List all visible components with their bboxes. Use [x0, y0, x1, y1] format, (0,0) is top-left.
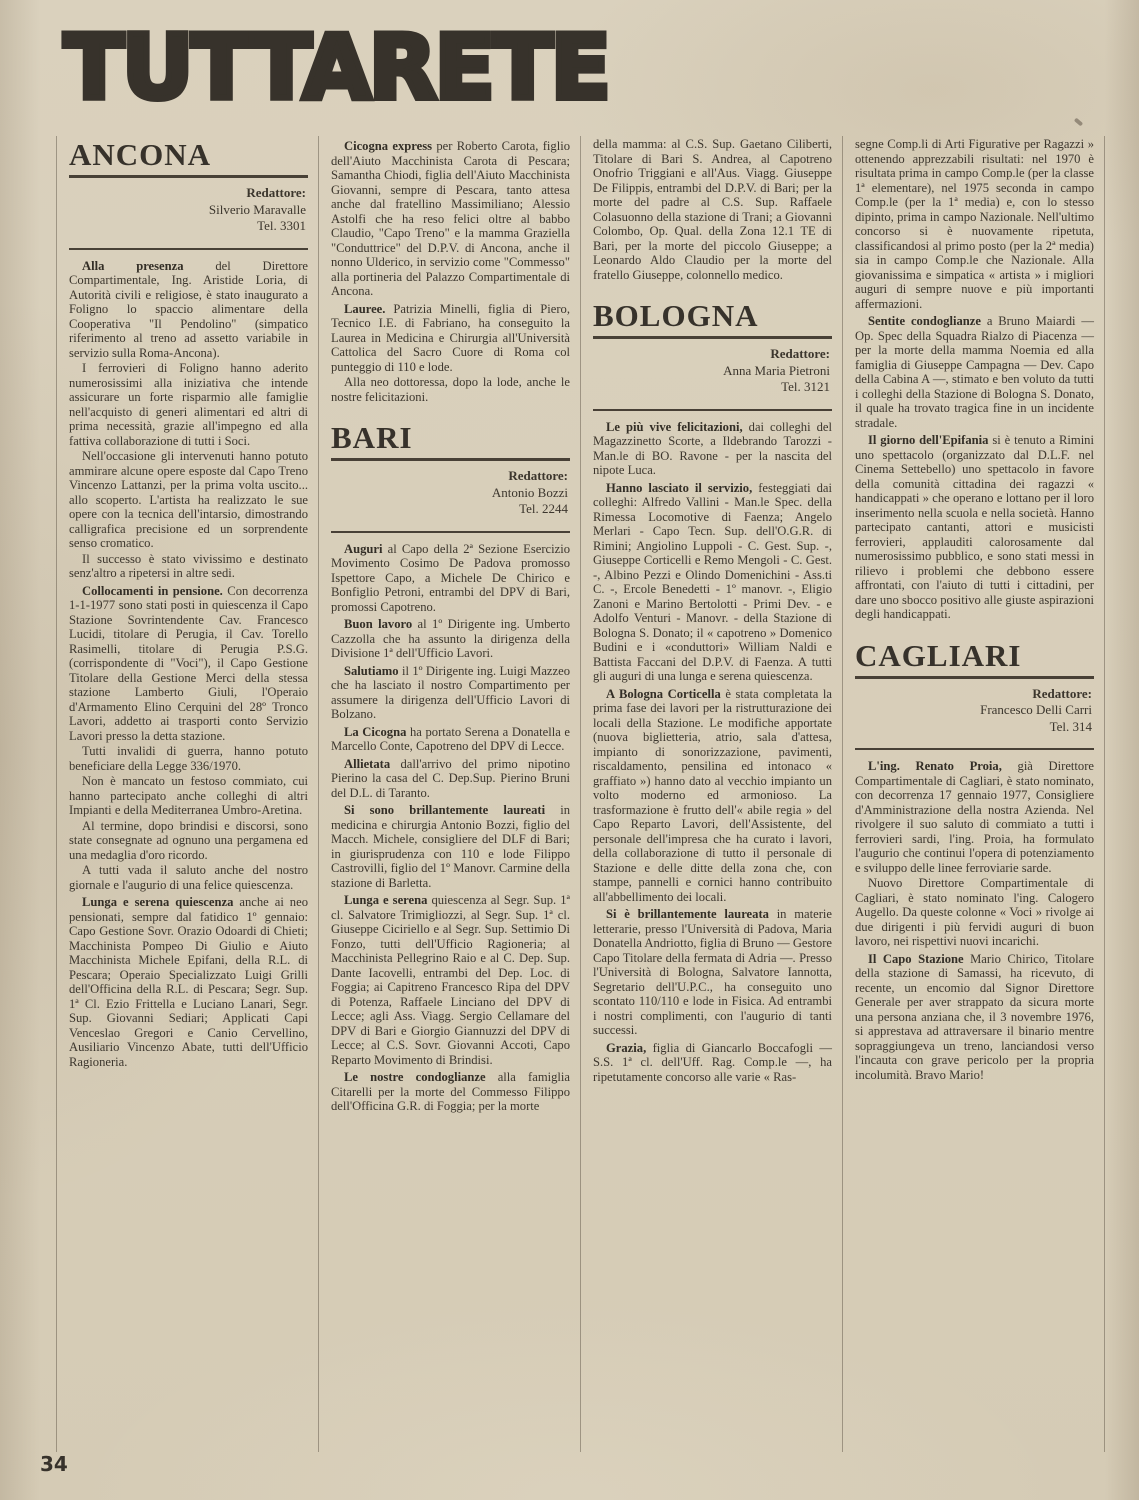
paragraph: Le più vive felicitazioni, dai colleghi del Magazzinetto Scorte, a Ildebrando Tarozzi - Man.le di BO. Ravone - per la nascita del nipote Luca.: [593, 419, 833, 477]
paragraph: Lunga e serena quiescenza al Segr. Sup. 1ª cl. Salvatore Trimigliozzi, al Segr. Sup. 1ª cl. Giuseppe Ciciriello e al Segr. Sup. Settimio Di Fonzo, tutti dell'Ufficio Ragioneria; al Macchinista Pellegrino Raio e al C. Dep. Sup. Dante Iacovelli, entrambi del Dep. Loc. di Foggia; ai Capitreno Francesco Ripa del DPV di Potenza, Raffaele Linciano del DPV di Lecce; agli Ass. Viagg. Sergio Cellamare del DPV di Bari e Giorgio Giannuzzi del DPV di Lecce; al C.S. Sovr. Giovanni Accoti, Capo Reparto Movimento di Brindisi.: [331, 893, 570, 1067]
paragraph: A tutti vada il saluto anche del nostro giornale e l'augurio di una felice quiescenza.: [69, 863, 308, 892]
paragraph-lead: Si è brillantemente laureata: [606, 907, 777, 921]
editor-block: [593, 339, 832, 405]
editor-label: Redattore:: [770, 346, 830, 361]
editor-label: Redattore:: [1032, 685, 1092, 701]
paragraph: Hanno lasciato il servizio, festeggiati dai colleghi: Alfredo Vallini - Man.le Spec. della Rimessa Locomotive di Faenza; Angelo Merlari - Capo Tecn. Sup. dell'O.G.R. di Rimini; Angiolino Luppoli - C. Gest. Sup. -, Giuseppe Corticelli e Remo Mengoli - C. Gest. -, Albino Pezzi e Olindo Domenichini - Ass.ti C. -, Ercole Benedetti - 1º manovr. -, Eligio Zanoni e Marino Bertolotti - Primi Dev. - e Adolfo Venturi - Manovr. - della Stazione di Bologna S. Donato; il « capotreno » Domenico Budini e i «conduttori» William Naldi e Battista Faccani del D.P.V. di Faenza. A tutti gli auguri di una lunga e serena quiescenza.: [593, 480, 832, 683]
paragraph-lead: Salutiamo: [344, 663, 402, 678]
paragraph: Le nostre condoglianze alla famiglia Citarelli per la morte del Commesso Filippo dell'Officina G.R. di Foggia; per la morte: [331, 1070, 570, 1113]
section-title: ANCONA: [69, 137, 212, 172]
paragraph: Non è mancato un festoso commiato, cui hanno partecipato anche colleghi di altri Impianti e della Mediterranea Umbro-Aretina.: [69, 774, 308, 817]
column-1: [56, 136, 318, 1452]
editor-block: [69, 178, 308, 244]
paragraph-lead: L'ing. Renato Proia,: [868, 759, 1018, 773]
paragraph: della mamma: al C.S. Sup. Gaetano Ciliberti, Titolare di Bari S. Andrea, al Capotreno Onofrio Triggiani e all'Aus. Viagg. Giuseppe De Filippis, entrambi del D.P.V. di Bari; per la morte del padre al C.S. Sup. Raffaele Colasuonno della stazione di Trani; a Giovanni Colombo, Op. Qual. della Zona 12.1 TE di Bari, per la morte del piccolo Giuseppe; a Leonardo Aldo Claudio per la morte del fratello Giuseppe, colonnello medico.: [593, 137, 832, 282]
paragraph: Sentite condoglianze a Bruno Maiardi — Op. Spec della Squadra Rialzo di Piacenza — per la morte della mamma Noemia ed alla famiglia di Giuseppe Campagna — Dev. Capo della Cabina A —, stimato e ben voluto da tutti i colleghi della Stazione di Bologna S. Donato, il quale ha trovato tragica fine in un incidente stradale.: [855, 314, 1094, 430]
paragraph: Collocamenti in pensione. Con decorrenza 1-1-1977 sono stati posti in quiescenza il Capo Stazione Sovrintendente Cav. Francesco Lucidi, titolare di Perugia, il Cav. Torello Rasimelli, titolare di Perugia P.S.G. (corrispondente di "Voci"), il Capo Gestione Titolare della Gestione Merci della stessa stazione Lamberto Giuli, l'Operaio d'Armamento Elino Cerquini del 28º Tronco Lavori, addetto ai trasporti conto Servizio Lavori presso la detta stazione.: [69, 583, 308, 743]
paragraph: Cicogna express per Roberto Carota, figlio dell'Aiuto Macchinista Carota di Pescara; Samantha Chiodi, figlia dell'Aiuto Macchinista Giovanni, sempre di Pescara, tanto attesa anche dal fratellino Massimiliano; Alessio Astolfi che ha reso felici oltre al babbo Claudio, "Capo Treno" e la mamma Graziella "Conduttrice" del D.P.V. di Ancona, anche il nonno Ulderico, in servizio come "Commesso" alla portineria del Palazzo Compartimentale di Ancona.: [331, 139, 570, 298]
paragraph: Lauree. Patrizia Minelli, figlia di Piero, Tecnico I.E. di Fabriano, ha conseguito la Laurea in Medicina e Chirurgia all'Università Cattolica del Sacro Cuore di Roma col punteggio di 110 e lode.: [331, 301, 570, 374]
paragraph: Allietata dall'arrivo del primo nipotino Pierino la casa del C. Dep.Sup. Pierino Bruni del D.L. di Taranto.: [331, 756, 570, 800]
paragraph: Grazia, figlia di Giancarlo Boccafogli — S.S. 1ª cl. dell'Uff. Rag. Comp.le —, ha ripetutamente concorso alle varie « Ras-: [593, 1040, 832, 1084]
paragraph-lead: Il giorno dell'Epifania: [868, 433, 993, 447]
paragraph: La Cicogna ha portato Serena a Donatella e Marcello Conte, Capotreno del DPV di Lecce.: [331, 724, 570, 753]
paragraph-lead: Hanno lasciato il servizio,: [606, 480, 759, 495]
editor-block: [331, 461, 570, 527]
paragraph-lead: Si sono brillantemente laureati: [344, 803, 561, 817]
paragraph-lead: Grazia,: [606, 1040, 653, 1055]
section-title: BARI: [331, 420, 413, 455]
paragraph: A Bologna Corticella è stata completata la prima fase dei lavori per la ristrutturazione dei locali della Stazione. Le modifiche apportate (nuova biglietteria, atrio, sala d'attesa, impianto di sonorizzazione, pavimenti, riscaldamento, pensilina ed intonaco « graffiato ») hanno dato al vecchio impianto un volto moderno ed armonioso. La trasformazione è frutto dell'« abile regia » del Capo Reparto Lavori, dell'Assistente, del personale dell'impresa che ha curato i lavori, della collaborazione di tutto il personale di Stazione e delle ditte della zona che, con stampe, pannelli e cornici hanno contribuito all'abbellimento dei locali.: [593, 686, 832, 904]
editor-phone: Tel. 314: [1049, 718, 1092, 734]
paragraph: Il giorno dell'Epifania si è tenuto a Rimini uno spettacolo (organizzato dal D.L.F. nel Cinema Settebello) uno spettacolo in favore della comunità cittadina dei ragazzi « handicappati » che operano e lottano per il loro inserimento nella scuola e nella società. Hanno partecipato cantanti, attori e musicisti ferrovieri, applauditi calorosamente dal numerosissimo pubblico, e sono stati messi in rilievo i problemi che debbono essere affrontati, con l'aiuto di tutti i cittadini, per dare uno sbocco positivo alle giuste aspirazioni degli handicappati.: [855, 433, 1094, 621]
column-2: [318, 136, 580, 1452]
paragraph: Tutti invalidi di guerra, hanno potuto beneficiare della Legge 336/1970.: [69, 744, 308, 773]
paragraph-lead: Le più vive felicitazioni,: [606, 419, 749, 434]
section-divider-bottom: [69, 248, 308, 250]
paragraph-lead: Collocamenti in pensione.: [82, 583, 228, 598]
editor-name: Anna Maria Pietroni: [723, 362, 830, 378]
section-header-bologna: [593, 299, 832, 411]
paragraph: Nuovo Direttore Compartimentale di Cagliari, è stato nominato l'ing. Calogero Augello. Da queste colonne « Voci » rivolge ai due dirigenti i più fervidi auguri di buon lavoro, nei rispettivi nuovi incarichi.: [855, 876, 1094, 948]
paragraph: Alla neo dottoressa, dopo la lode, anche le nostre felicitazioni.: [331, 375, 570, 404]
paragraph: segne Comp.li di Arti Figurative per Ragazzi » ottenendo apprezzabili risultati: nel 1970 è risultata prima in campo Comp.le (per la classe 1ª elementare), nel 1975 seconda in campo Comp.le (per la 1ª media) e, con lo stesso dipinto, prima in campo Nazionale. Nell'ultimo concorso si è nuovamente ripetuta, classificandosi al primo posto (per la 2ª media) sia in campo Comp.le che Nazionale. Alla giovanissima e simpatica « artista » i migliori auguri di sempre nuove e più importanti affermazioni.: [855, 137, 1094, 311]
paragraph-lead: Il Capo Stazione: [868, 951, 971, 966]
section-divider-bottom: [331, 531, 570, 533]
paragraph-lead: Sentite condoglianze: [868, 314, 987, 328]
section-header-bari: [331, 421, 570, 533]
editor-phone: Tel. 3121: [781, 379, 830, 394]
paragraph-lead: Alla presenza: [82, 258, 216, 273]
paragraph: Alla presenza del Direttore Compartimentale, Ing. Aristide Loria, di Autorità civili e religiose, è stato inaugurato a Foligno lo spaccio alimentare della Cooperativa "Il Pendolino" (simpatico riferimento al treno ad assetto variabile in servizio sulla Roma-Ancona).: [69, 258, 308, 360]
editor-phone: Tel. 3301: [257, 218, 306, 233]
column-3: [580, 136, 842, 1452]
column-4: [842, 136, 1104, 1452]
paragraph-lead: Lunga e serena quiescenza: [82, 895, 240, 909]
paragraph-lead: La Cicogna: [344, 724, 410, 739]
paragraph-lead: Lauree.: [344, 301, 394, 316]
paragraph: Si è brillantemente laureata in materie letterarie, presso l'Università di Padova, Maria Donatella Andriotto, figlia di Bruno — Gestore Capo Titolare della fermata di Adria —. Presso l'Università di Bologna, Salvatore Iannotta, Segretario dell'U.P.C., ha conseguito uno scontato 110/110 e lode in Fisica. Ad entrambi i nostri complimenti, con l'augurio di tanti successi.: [593, 907, 832, 1037]
editor-phone: Tel. 2244: [519, 501, 568, 516]
paragraph-lead: Allietata: [344, 756, 401, 771]
section-header-cagliari: [855, 639, 1094, 751]
paragraph-lead: Lunga e serena: [344, 893, 432, 907]
paragraph: Salutiamo il 1º Dirigente ing. Luigi Mazzeo che ha lasciato il nostro Compartimento per assumere la dirigenza dell'Ufficio Lavori di Bolzano.: [331, 663, 570, 721]
paragraph: Auguri al Capo della 2ª Sezione Esercizio Movimento Cosimo De Padova promosso Ispettore Capo, a Michele De Chirico e Bonfiglio Petroni, entrambi del DPV di Bari, promossi Capotreno.: [331, 541, 570, 614]
paragraph: Si sono brillantemente laureati in medicina e chirurgia Antonio Bozzi, figlio del Macch. Michele, consigliere del DLF di Bari; in giurisprudenza con 110 e lode Filippo Castrovilli, figlio del 1º Manovr. Carmine della stazione di Barletta.: [331, 803, 570, 890]
editor-name: Silverio Maravalle: [208, 201, 306, 217]
editor-name: Francesco Delli Carri: [980, 702, 1092, 717]
editor-block: [855, 679, 1094, 745]
paragraph: Buon lavoro al 1º Dirigente ing. Umberto Cazzolla che ha assunto la dirigenza della Divisione 1ª dell'Ufficio Lavori.: [331, 617, 570, 660]
section-title: BOLOGNA: [593, 298, 759, 333]
section-header-ancona: [69, 138, 308, 250]
page-number: 34: [40, 1452, 68, 1476]
paragraph-lead: Buon lavoro: [344, 617, 418, 631]
paragraph: L'ing. Renato Proia, già Direttore Compartimentale di Cagliari, è stato nominato, con decorrenza 17 gennaio 1977, Consigliere d'Amministrazione della nostra Azienda. Nel rivolgere il suo saluto di commiato a tutti i ferrovieri sardi, l'ing. Proia, ha formulato l'augurio che continui l'opera di potenziamento e sviluppo delle linee ferroviarie sarde.: [855, 759, 1094, 875]
paragraph-lead: A Bologna Corticella: [606, 686, 726, 701]
masthead-title: TUTTARETE: [64, 16, 609, 119]
section-divider-bottom: [593, 409, 832, 411]
paragraph-lead: Le nostre condoglianze: [344, 1070, 498, 1084]
editor-label: Redattore:: [508, 468, 568, 483]
editor-label: Redattore:: [246, 185, 306, 200]
section-divider-bottom: [855, 748, 1094, 750]
paragraph: Lunga e serena quiescenza anche ai neo pensionati, sempre dal fatidico 1º gennaio: Capo Gestione Sovr. Orazio Odoardi di Chieti; Macchinista Pompeo Di Giulio e Aiuto Macchinista Michele Epifani, della R.L. di Pescara; Operaio Specializzato Luigi Grilli dell'Officina della R.L. di Pescara; Segr. Sup. 1ª Cl. Ezio Frittella e Luciano Lanari, Segr. Sup. Giovanni Sediari; Applicati Capi Venceslao Gregori e Canio Cervellino, Ausiliario Vincenzo Abate, tutti dell'Ufficio Ragioneria.: [69, 895, 308, 1069]
paragraph: Il successo è stato vivissimo e destinato senz'altro a ripetersi in altre sedi.: [69, 551, 308, 580]
paragraph-lead: Auguri: [344, 541, 388, 556]
paragraph-lead: Cicogna express: [344, 139, 437, 153]
paragraph: Nell'occasione gli intervenuti hanno potuto ammirare alcune opere esposte dal Capo Treno Vincenzo Lattanzi, per la prima volta uscito... allo scoperto. L'artista ha realizzato le sue opere con la tecnica dell'intarsio, dimostrando calligrafica precisione ed un sorprendente senso cromatico.: [69, 449, 308, 550]
paragraph: Al termine, dopo brindisi e discorsi, sono state consegnate ad ognuno una pergamena ed una medaglia d'oro ricordo.: [69, 818, 308, 862]
paragraph: Il Capo Stazione Mario Chirico, Titolare della stazione di Samassi, ha ricevuto, di recente, un encomio dal Signor Direttore Generale per aver strappato da sicura morte una persona anziana che, il 3 novembre 1976, si apprestava ad attraversare il binario mentre sopraggiungeva un treno, lanciandosi verso l'incauta con grave pericolo per la propria incolumità. Bravo Mario!: [855, 951, 1094, 1082]
editor-name: Antonio Bozzi: [491, 484, 568, 500]
section-title: CAGLIARI: [855, 637, 1022, 673]
paragraph: I ferrovieri di Foligno hanno aderito numerosissimi alla iniziativa che intende assicurare un forte risparmio alle famiglie nell'acquisto di generi alimentari ed altri di prima necessità, grazie all'impegno ed alla fattiva collaborazione di tutti i Soci.: [69, 361, 308, 448]
column-container: [56, 136, 1105, 1452]
